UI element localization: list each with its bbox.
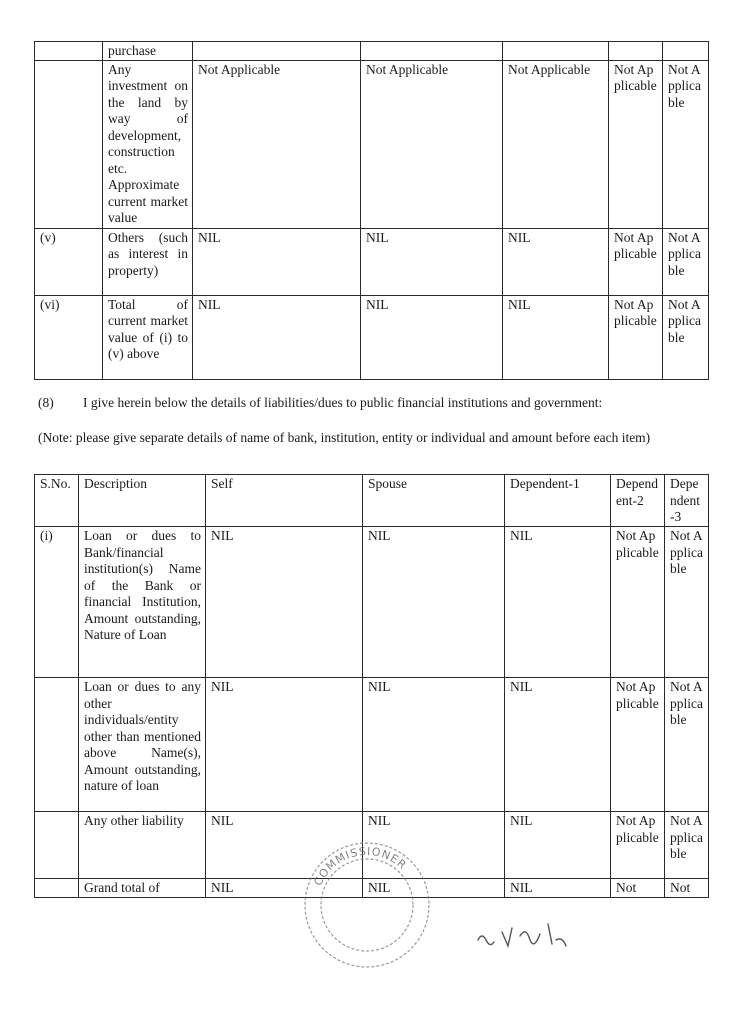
spouse-cell: NIL [363, 879, 505, 898]
description-cell: Any other liability [79, 812, 206, 879]
dependent3-cell: Not Applicable [663, 60, 709, 228]
table-row [35, 228, 709, 295]
spouse-cell [361, 42, 503, 61]
dependent1-cell: Not Applicable [503, 60, 609, 228]
section-8-number: (8) [38, 395, 54, 410]
header-description: Description [79, 475, 206, 527]
sno-cell [35, 678, 79, 812]
self-cell: NIL [206, 879, 363, 898]
sno-cell [35, 60, 103, 228]
dependent1-cell: NIL [503, 295, 609, 379]
header-dependent3: Dependent-3 [665, 475, 709, 527]
dependent2-cell: Not Applicable [609, 228, 663, 295]
table-row [35, 678, 709, 812]
sno-cell: (vi) [35, 295, 103, 379]
dependent3-cell: Not Applicable [663, 295, 709, 379]
dependent2-cell: Not Applicable [611, 527, 665, 678]
self-cell [193, 42, 361, 61]
dependent2-cell: Not Applicable [611, 812, 665, 879]
table-row [35, 42, 709, 61]
section-8-text: I give herein below the details of liabilities/dues to public financial institutions and government: [83, 395, 603, 410]
spouse-cell: NIL [363, 527, 505, 678]
self-cell: Not Applicable [193, 60, 361, 228]
description-cell: Any investment on the land by way of development, construction etc. Approximate current market value [103, 60, 193, 228]
description-cell: Total of current market value of (i) to (v) above [103, 295, 193, 379]
self-cell: NIL [206, 678, 363, 812]
description-cell: Loan or dues to any other individuals/entity other than mentioned above Name(s), Amount outstanding, nature of loan [79, 678, 206, 812]
description-cell: Loan or dues to Bank/financial institution(s) Name of the Bank or financial Institution, Amount outstanding, Nature of Loan [79, 527, 206, 678]
self-cell: NIL [193, 228, 361, 295]
sno-cell [35, 879, 79, 898]
spouse-cell: NIL [363, 678, 505, 812]
header-dependent2: Dependent-2 [611, 475, 665, 527]
dependent3-cell [663, 42, 709, 61]
note-text: (Note: please give separate details of name of bank, institution, entity or individual and amount before each item) [38, 430, 651, 445]
dependent2-cell [609, 42, 663, 61]
sno-cell: (i) [35, 527, 79, 678]
assets-table [34, 41, 709, 380]
dependent1-cell: NIL [505, 527, 611, 678]
sno-cell [35, 812, 79, 879]
seal-text: COMMISSIONER [311, 844, 410, 888]
header-sno: S.No. [35, 475, 79, 527]
sno-cell: (v) [35, 228, 103, 295]
spouse-cell: NIL [361, 295, 503, 379]
dependent3-cell: Not Applicable [665, 678, 709, 812]
dependent1-cell: NIL [505, 879, 611, 898]
description-cell: purchase [103, 42, 193, 61]
dependent1-cell [503, 42, 609, 61]
dependent3-cell: Not [665, 879, 709, 898]
liabilities-table [34, 474, 709, 898]
description-cell: Grand total of [79, 879, 206, 898]
self-cell: NIL [206, 812, 363, 879]
spouse-cell: NIL [361, 228, 503, 295]
official-seal [292, 835, 442, 975]
header-dependent1: Dependent-1 [505, 475, 611, 527]
dependent1-cell: NIL [505, 678, 611, 812]
spouse-cell: Not Applicable [361, 60, 503, 228]
dependent1-cell: NIL [503, 228, 609, 295]
description-cell: Others (such as interest in property) [103, 228, 193, 295]
dependent2-cell: Not Applicable [609, 60, 663, 228]
dependent2-cell: Not Applicable [609, 295, 663, 379]
dependent1-cell: NIL [505, 812, 611, 879]
svg-text:COMMISSIONER [311, 845, 409, 888]
table-header-row [35, 475, 709, 527]
spouse-cell: NIL [363, 812, 505, 879]
self-cell: NIL [206, 527, 363, 678]
dependent3-cell: Not Applicable [665, 527, 709, 678]
table-row [35, 60, 709, 228]
dependent2-cell: Not [611, 879, 665, 898]
self-cell: NIL [193, 295, 361, 379]
header-self: Self [206, 475, 363, 527]
table-row [35, 295, 709, 379]
table-row [35, 527, 709, 678]
header-spouse: Spouse [363, 475, 505, 527]
signature [470, 910, 580, 960]
dependent3-cell: Not Applicable [663, 228, 709, 295]
dependent2-cell: Not Applicable [611, 678, 665, 812]
dependent3-cell: Not Applicable [665, 812, 709, 879]
sno-cell [35, 42, 103, 61]
